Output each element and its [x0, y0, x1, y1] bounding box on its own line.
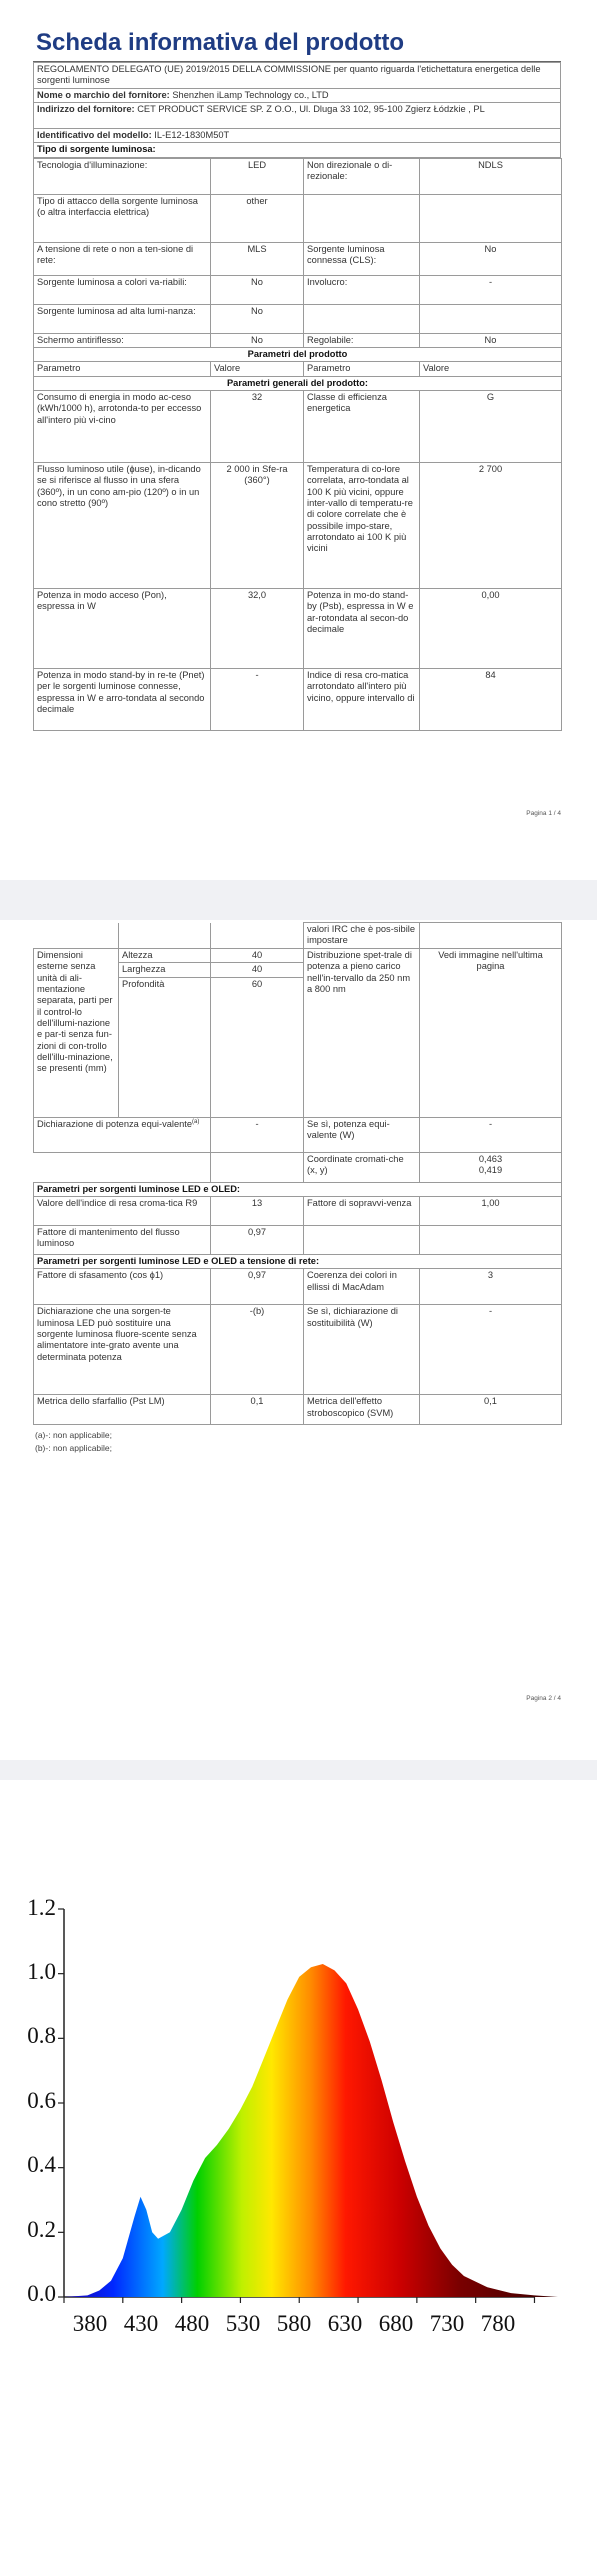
x-tick-label: 530	[225, 2311, 261, 2336]
cell-label: Potenza in mo-do stand-by (Psb), espressa in W e ar-rotondata al secon-do decimale	[304, 588, 420, 668]
cell-label: Schermo antiriflesso:	[34, 333, 211, 347]
cell-empty	[420, 923, 562, 949]
product-sheet-page-1	[33, 26, 561, 731]
cell-label: Potenza in modo stand-by in re-te (Pnet) per le sorgenti luminose connesse, espressa in W e arro-tondata al secondo decimale	[34, 668, 211, 730]
cell-label: Sorgente luminosa a colori va-riabili:	[34, 275, 211, 304]
cell-label: Tecnologia d'illuminazione:	[34, 158, 211, 194]
x-tick-label: 580	[276, 2311, 312, 2336]
cell-value: 13	[211, 1196, 304, 1225]
y-tick-label: 0.6	[27, 2088, 56, 2113]
cell-label: Coerenza dei colori in ellissi di MacAdam	[304, 1269, 420, 1305]
regulation-text: REGOLAMENTO DELEGATO (UE) 2019/2015 DELLA COMMISSIONE per quanto riguarda l'etichettatura energetica delle sorgenti luminose	[34, 63, 561, 89]
footnotes	[33, 1425, 561, 1459]
light-source-table	[33, 158, 562, 731]
chromaticity-label: Coordinate cromati-che (x, y)	[304, 1152, 420, 1182]
dim-width-label: Larghezza	[119, 963, 211, 977]
cell-value: 0,00	[420, 588, 562, 668]
cell-value: -	[420, 1117, 562, 1152]
y-tick-label: 0.4	[27, 2152, 56, 2177]
col-header-value: Valore	[211, 362, 304, 376]
cell-value: -	[211, 1117, 304, 1152]
spectral-label: Distribuzione spet-trale di potenza a pieno carico nell'in-tervallo da 250 nm a 800 nm	[304, 949, 420, 1118]
page-title: Scheda informativa del prodotto	[33, 26, 561, 62]
cell-label: Tipo di attacco della sorgente luminosa (o altra interfaccia elettrica)	[34, 194, 211, 242]
cell-label: Metrica dello sfarfallio (Pst LM)	[34, 1395, 211, 1425]
model-row	[34, 128, 561, 142]
spectrum-chart	[40, 1810, 560, 2350]
address-label: Indirizzo del fornitore:	[37, 103, 135, 114]
footnote-a-text: (a)-: non applicabile;	[35, 1430, 113, 1441]
cell-empty	[420, 304, 562, 333]
led-params-title: Parametri per sorgenti luminose LED e OLED:	[34, 1182, 562, 1196]
cell-value: 3	[420, 1269, 562, 1305]
cell-value: 0,97	[211, 1225, 304, 1254]
mains-params-title: Parametri per sorgenti luminose LED e OLED a tensione di rete:	[34, 1254, 562, 1268]
x-tick-label: 730	[429, 2311, 465, 2336]
dim-depth-value: 60	[211, 977, 304, 1117]
dimensions-label: Dimensioni esterne senza unità di ali-mentazione separata, parti per il control-lo dell'illumi-nazione e par-ti senza fun-zioni di con-trollo dell'illu-minazione, se presenti (mm)	[34, 949, 119, 1118]
cell-label: Potenza in modo acceso (Pon), espressa in W	[34, 588, 211, 668]
cell-label: Flusso luminoso utile (ɸuse), in-dicando se si riferisce al flusso in una sfera (360º), in un cono am-pio (120º) o in un cono stretto (90º)	[34, 462, 211, 588]
cell-empty	[304, 194, 420, 242]
cell-value: -	[420, 1305, 562, 1395]
cell-label: Valore dell'indice di resa croma-tica R9	[34, 1196, 211, 1225]
spectral-value: Vedi immagine nell'ultima pagina	[420, 949, 562, 1118]
supplier-label: Nome o marchio del fornitore:	[37, 89, 170, 100]
cell-empty	[304, 1225, 420, 1254]
col-header-param: Parametro	[34, 362, 211, 376]
cell-value: -(b)	[211, 1305, 304, 1395]
supplier-value: Shenzhen iLamp Technology co., LTD	[172, 89, 329, 100]
cell-label: Fattore di sfasamento (cos ϕ1)	[34, 1269, 211, 1305]
cell-value: MLS	[211, 242, 304, 275]
cell-label: Se sì, potenza equi-valente (W)	[304, 1117, 420, 1152]
cell-label: Metrica dell'effetto stroboscopico (SVM)	[304, 1395, 420, 1425]
y-tick-label: 0.2	[27, 2217, 56, 2242]
cell-value: NDLS	[420, 158, 562, 194]
cell-label: Involucro:	[304, 275, 420, 304]
cell-label: Dichiarazione che una sorgen-te luminosa LED può sostituire una sorgente luminosa fluore-scente senza alimentatore inte-grato avente una determinata potenza	[34, 1305, 211, 1395]
footnote-a: (a)	[192, 1118, 200, 1125]
header-table	[33, 62, 561, 158]
equiv-power-label: Dichiarazione di potenza equi-valente$^{(a)}$	[34, 1117, 211, 1152]
address-value: CET PRODUCT SERVICE SP. Z O.O., Ul. Dluga 33 102, 95-100 Zgierz Łódzkie , PL	[137, 103, 485, 114]
model-value: IL-E12-1830M50T	[154, 129, 230, 140]
x-tick-label: 430	[123, 2311, 159, 2336]
cell-value: 0,1	[211, 1395, 304, 1425]
spectrum-area	[64, 1964, 558, 2297]
cell-value: other	[211, 194, 304, 242]
cell-label: Non direzionale o di-rezionale:	[304, 158, 420, 194]
cell-value: 32,0	[211, 588, 304, 668]
col-header-value: Valore	[420, 362, 562, 376]
supplier-row	[34, 88, 561, 102]
cell-value: 32	[211, 390, 304, 462]
light-source-section: Tipo di sorgente luminosa:	[34, 143, 561, 157]
dim-depth-label: Profondità	[119, 977, 211, 1117]
cell-value: No	[420, 333, 562, 347]
dim-height-label: Altezza	[119, 949, 211, 963]
cell-empty	[119, 923, 211, 949]
page-number: Pagina 2 / 4	[526, 1695, 561, 1702]
cell-value: LED	[211, 158, 304, 194]
cell-label: Fattore di mantenimento del flusso luminoso	[34, 1225, 211, 1254]
cell-label: Temperatura di co-lore correlata, arro-tondata al 100 K più vicini, oppure inter-vallo di temperatu-re di colore correlate che è possibile impo-stare, arrotondato ai 100 K più vicini	[304, 462, 420, 588]
cell-label: A tensione di rete o non a ten-sione di rete:	[34, 242, 211, 275]
cell-value: No	[211, 275, 304, 304]
page-separator	[0, 880, 597, 920]
x-tick-label: 480	[174, 2311, 210, 2336]
cell-value: 1,00	[420, 1196, 562, 1225]
footnote-b-text: (b)-: non applicabile;	[35, 1443, 113, 1454]
cell-empty	[211, 923, 304, 949]
cell-value: 0,1	[420, 1395, 562, 1425]
cell-value: 2 700	[420, 462, 562, 588]
dim-height-value: 40	[211, 949, 304, 963]
cell-label: Classe di efficienza energetica	[304, 390, 420, 462]
cell-value: No	[211, 333, 304, 347]
cell-empty	[211, 1152, 304, 1182]
dim-width-value: 40	[211, 963, 304, 977]
cell-label: Sorgente luminosa connessa (CLS):	[304, 242, 420, 275]
cell-value: 84	[420, 668, 562, 730]
chromaticity-value: 0,463 0,419	[420, 1152, 562, 1182]
x-tick-label: 780	[480, 2311, 516, 2336]
cell-empty	[420, 1225, 562, 1254]
x-tick-label: 380	[72, 2311, 108, 2336]
cell-label: Fattore di sopravvi-venza	[304, 1196, 420, 1225]
cell-label: Indice di resa cro-matica arrotondato all'intero più vicino, oppure intervallo di	[304, 668, 420, 730]
cell-label: Consumo di energia in modo ac-ceso (kWh/1000 h), arrotonda-to per eccesso all'intero più vi-cino	[34, 390, 211, 462]
x-tick-label: 680	[378, 2311, 414, 2336]
cell-value: No	[211, 304, 304, 333]
page-separator	[0, 1760, 597, 1780]
cell-value: G	[420, 390, 562, 462]
general-params-title: Parametri generali del prodotto:	[34, 376, 562, 390]
y-tick-label: 1.2	[27, 1895, 56, 1920]
irc-continued: valori IRC che è pos-sibile impostare	[304, 923, 420, 949]
params-title: Parametri del prodotto	[34, 347, 562, 361]
address-row	[34, 102, 561, 128]
x-tick-label: 630	[327, 2311, 363, 2336]
params-table-2	[33, 922, 562, 1425]
cell-empty	[304, 304, 420, 333]
y-tick-label: 0.8	[27, 2023, 56, 2048]
model-label: Identificativo del modello:	[37, 129, 152, 140]
col-header-param: Parametro	[304, 362, 420, 376]
page-number: Pagina 1 / 4	[526, 810, 561, 817]
cell-value: 0,97	[211, 1269, 304, 1305]
cell-label: Sorgente luminosa ad alta lumi-nanza:	[34, 304, 211, 333]
cell-value: -	[211, 668, 304, 730]
cell-value: No	[420, 242, 562, 275]
cell-empty	[34, 923, 119, 949]
cell-value: 2 000 in Sfe-ra (360°)	[211, 462, 304, 588]
y-tick-label: 0.0	[27, 2281, 56, 2306]
cell-empty	[420, 194, 562, 242]
cell-label: Regolabile:	[304, 333, 420, 347]
y-tick-label: 1.0	[27, 1959, 56, 1984]
product-sheet-page-2	[33, 922, 561, 1459]
cell-empty	[34, 1152, 211, 1182]
cell-label: Se sì, dichiarazione di sostituibilità (W)	[304, 1305, 420, 1395]
cell-value: -	[420, 275, 562, 304]
